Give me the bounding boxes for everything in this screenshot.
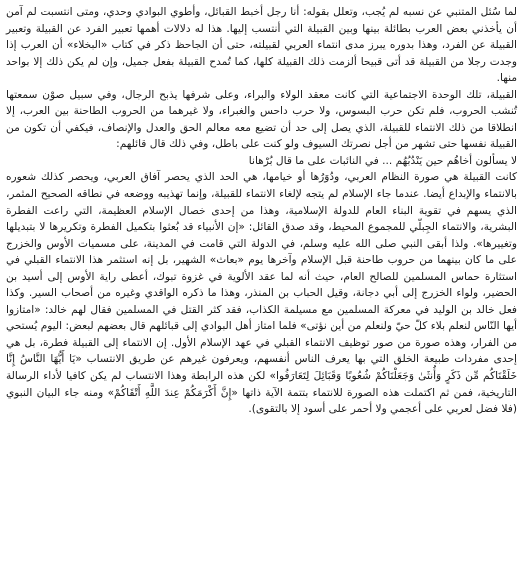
paragraph-tribe: القبيلة، تلك الوحدة الاجتماعية التي كانت معقد الولاء والبراء، وعلى شرفها يذبح الرجال، وفي سبيل صوْن سمعتها تُنشب الحروب، فلم تكن حرب البسوس، ولا حرب داحس والغبراء، ولا غيرهما من الحروب الطاحنة بين العرب، إلا انطلاقا من ذلك الانتماء للقبيلة، الذي يصل إلى حد أن تضيع معه معالم الحق والعدل والإنصاف، فيكفي أن تكون من القبيلة نفسها حتى تشهر من أجل نصرتك السيوف ولو كنت على باطل، وفي ذلك قال قائلهم: [6, 88, 517, 151]
paragraph-mutanabbi: لما سُئل المتنبي عن نسبه لم يُجب، وتعلل بقوله: أنا رجل أخبط القبائل، وأطوي البوادي وحدي، ومتى انتسبت لم آمن أن يأخذني بعض العرب بطائلة بينها وبين القبيلة التي أنتسب إليها. هذا له دلالات أهمها تعبير الفرد عن القبيلة وتعبير القبيلة عن الفرد، وهذا بدوره يبرز مدى انتماء العربي لقبيلته، حتى أن الجاحظ ذكر في كتاب «البخلاء» أن العرب إذا وجدت رجلا من القبيلة قد أتى قبيحا ألزمت ذلك القبيلة كلها، كما تُمدح القبيلة بفعل جميل، وإن لم يكن ذلك إلا بواحد منها. [6, 6, 517, 85]
paragraph-islam: كانت القبيلة هي صورة النظام العربي، ودُوَرُها أو خيامها، هي الحد الذي يحصر آفاق العربي، ويحصر كذلك شعوره بالانتماء والإبداع أيضا. عندما جاء الإسلام لم يتجه لإلغاء الانتماء للقبيلة، وإنما تهذيبه ووضعه في نطاقه الصحيح المثمر، الذي يسهم في تقوية البناء العام للدولة الإسلامية، وهذا من إحدى خصال الإسلام العظيمة، التي راعت الفطرة البشرية، والانتماء الجِبلّي للمجموع المحيط، وقد صدق القائل: «إن الأنبياء قد بُعثوا بتكميل الفطرة وتكريرها لا بتبديلها وتغييرها». ولذا أبقى النبي صلى الله عليه وسلم، في الدولة التي قامت في المدينة، على مسميات الأوس والخزرج على ما كان بينهما من حروب طاحنة قبل الإسلام وآخرها يوم «بعاث» الشهير، بل إنه استثمر هذا الانتماء القبلي في استثارة حماس المسلمين للصالح العام، حيث أنه لما عقد الألوية في غزوة تبوك، أعطى راية الأوس إلى أسيد بن الحضير، ولواء الخزرج إلى أبي دجانة، وقيل الحباب بن المنذر، وهذا ما ذكره الواقدي وغيره من أصحاب السير. وكذا فعل خالد بن الوليد في معركة المسلمين مع مسيلمة الكذاب، فقد كثر القتل في المسلمين فقال لهم خالد: «امتازوا أيها النّاس لنعلم بلاء كلّ حيّ ولنعلم من أين نؤتى» فلما امتاز أهل البوادي إلى قبائلهم قال بعضهم لبعض: اليوم يُستحي من الفرار، وهذه صورة من صور توظيف الانتماء القبلي في عهد الإسلام الأول. إن الانتماء إلى القبيلة فطرة، بل هي إحدى مفردات طبيعة الخلق التي بها يعرف الناس أنفسهم، ويعرفون غيرهم عن طريق الانتساب «يَا أَيُّهَا النَّاسُ إِنَّا خَلَقْنَاكُم مِّن ذَكَرٍ وَأُنثَىٰ وَجَعَلْنَاكُمْ شُعُوبًا وَقَبَائِلَ لِتَعَارَفُوا» لكن هذه الرابطة وهذا الانتساب لم يكن كافيا لأداء الرسالة التاريخية، فمن ثم اكتملت هذه الصورة للانتماء بتتمة الآية ذاتها «إِنَّ أَكْرَمَكُمْ عِندَ اللَّهِ أَتْقَاكُمْ» ومنه جاء البيان النبوي (فلا فضل لعربي على أعجمي ولا أحمر على أسود إلا بالتقوى). [6, 171, 517, 416]
poetry-verse: لا يسألون أخاهُم حين يَنْدُبُهُم ... في النائبات على ما قال بُرْهانا [248, 154, 517, 167]
